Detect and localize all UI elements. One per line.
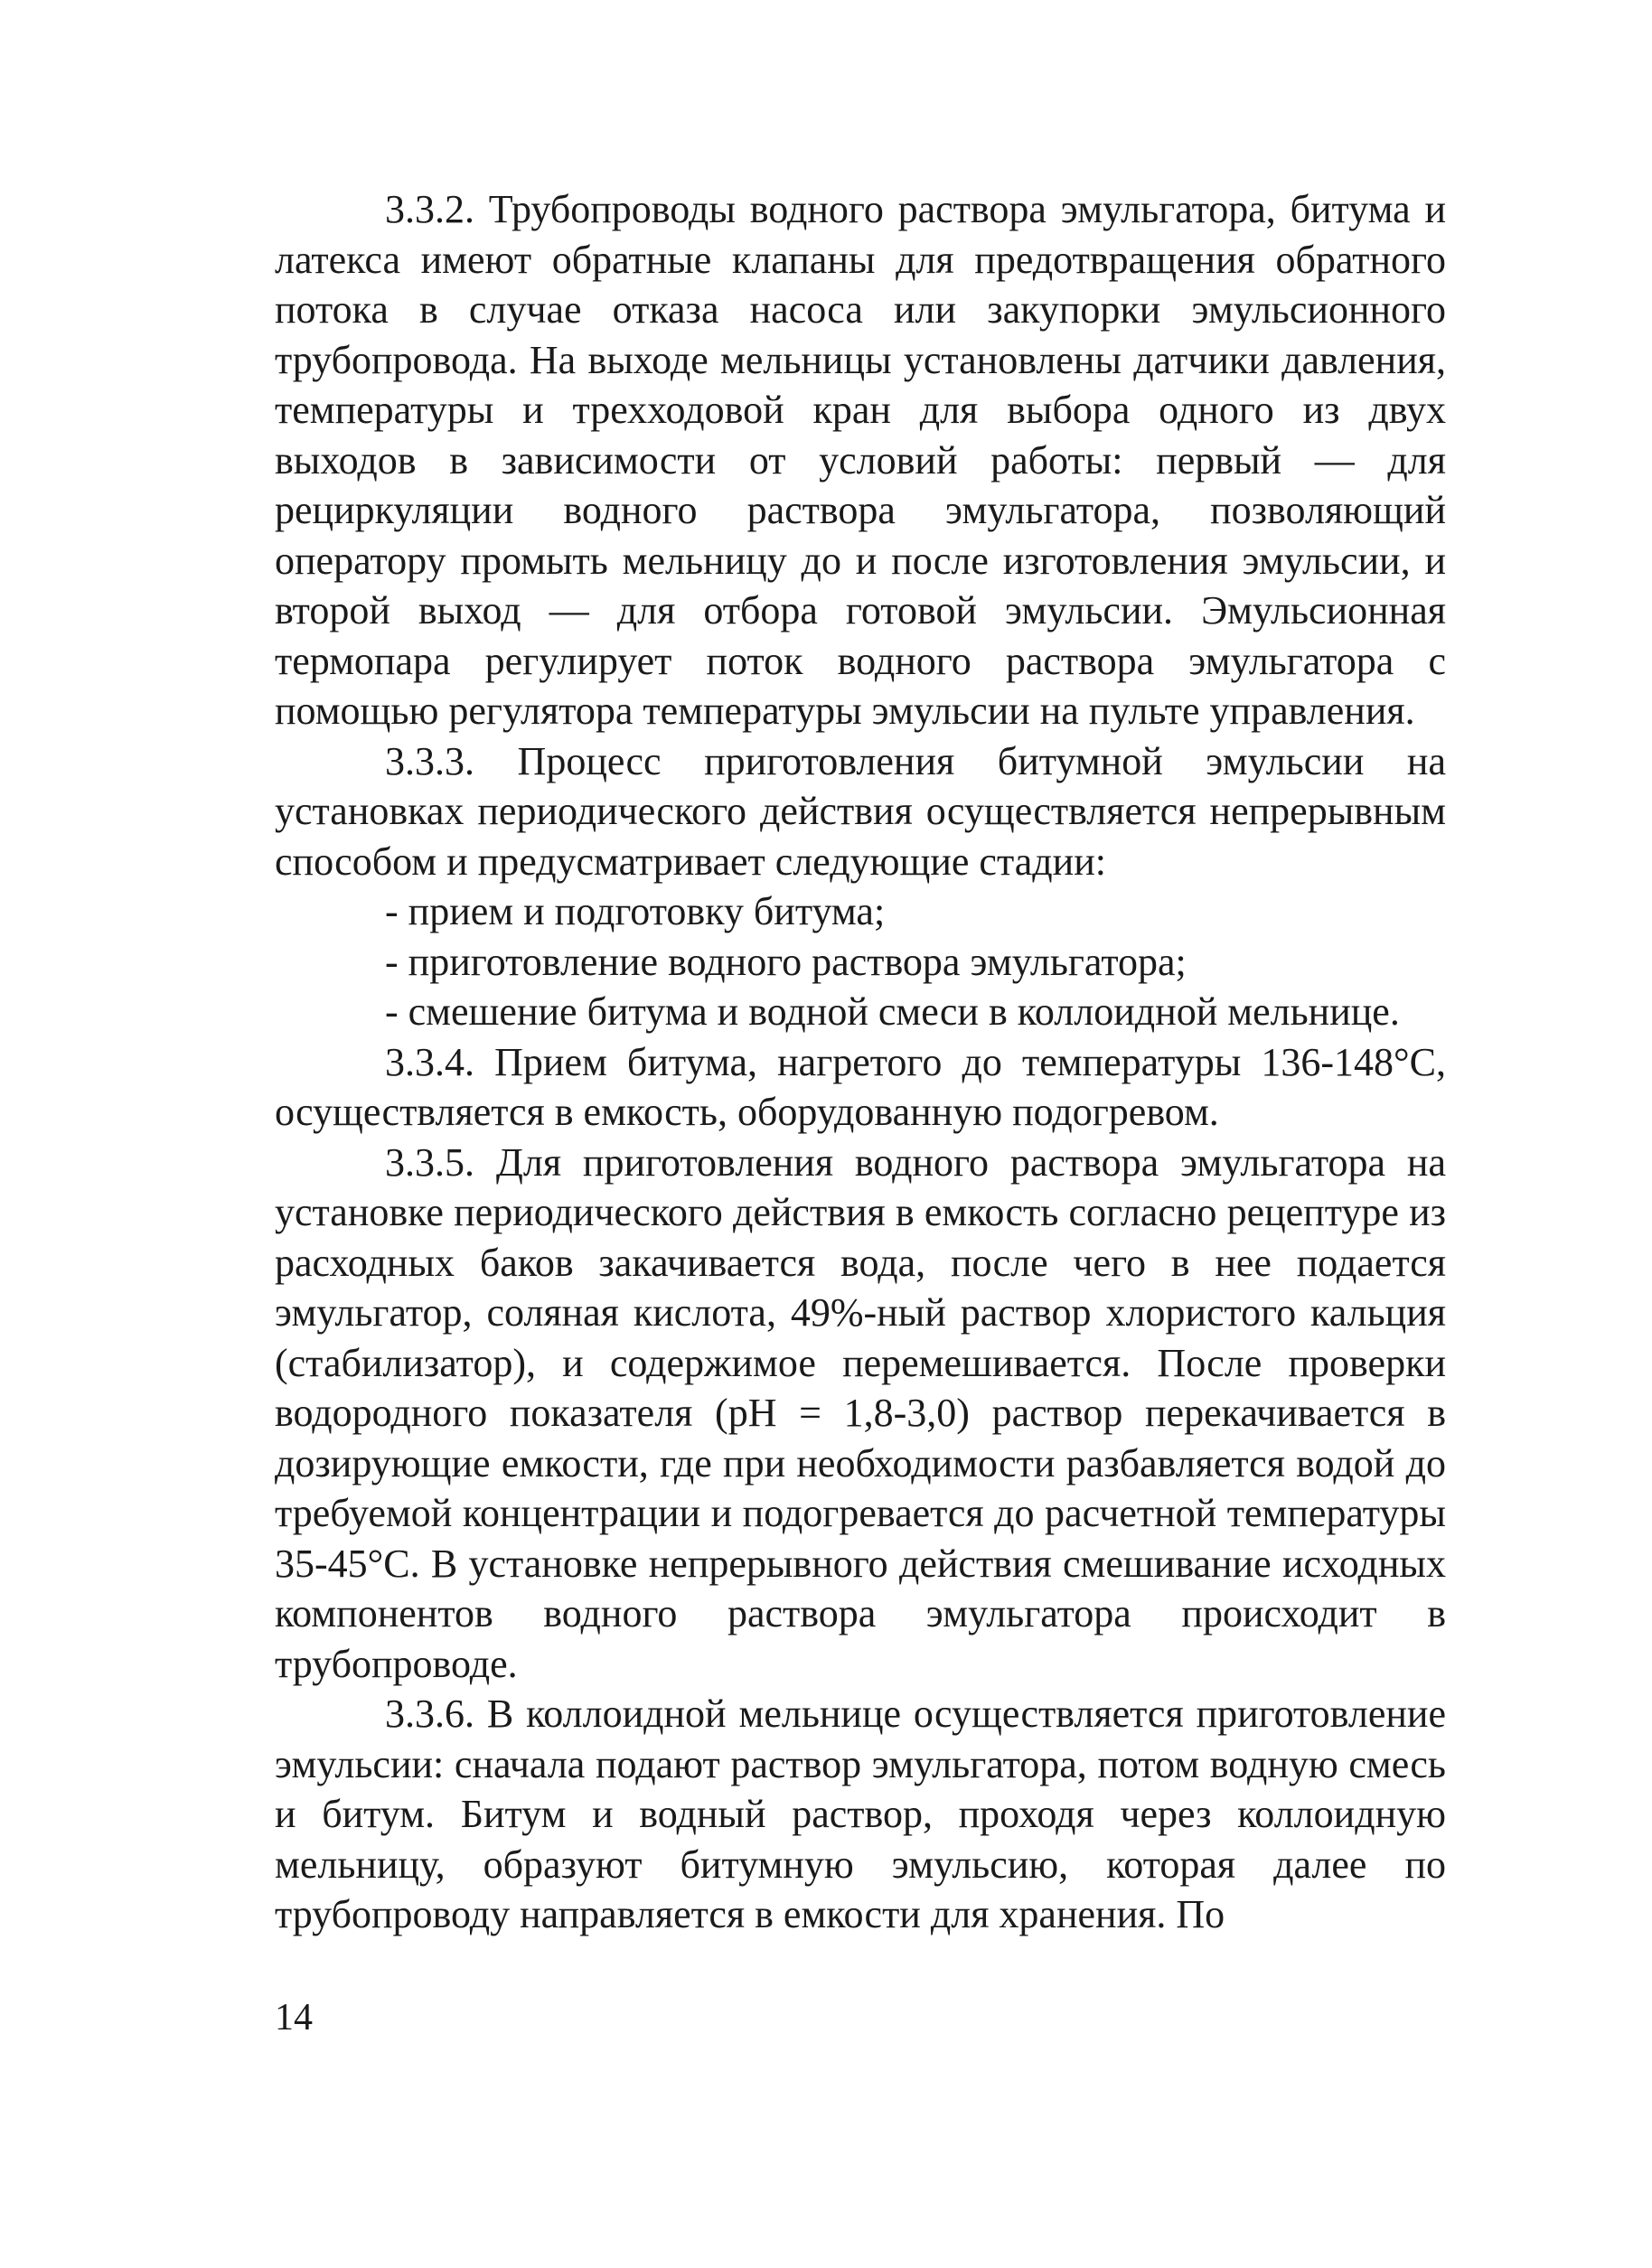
list-item: - приготовление водного раствора эмульгатора;: [385, 939, 1187, 984]
paragraph-3-3-3: 3.3.3. Процесс приготовления битумной эмульсии на установках периодического действия осуществляется непрерывным способом и предусматривает следующие стадии:: [275, 738, 1446, 884]
stages-list: [275, 886, 1446, 1037]
page-number: 14: [275, 1997, 313, 2038]
paragraph-3-3-6: 3.3.6. В коллоидной мельнице осуществляется приготовление эмульсии: сначала подают раствор эмульгатора, потом водную смесь и битум. Битум и водный раствор, проходя через коллоидную мельницу, образуют битумную эмульсию, которая далее по трубопроводу направляется в емкости для хранения. По: [275, 1692, 1446, 1936]
list-item: - смешение битума и водной смеси в коллоидной мельнице.: [385, 989, 1400, 1034]
paragraph-3-3-5: 3.3.5. Для приготовления водного раствора эмульгатора на установке периодического действия в емкость согласно рецептуре из расходных баков закачивается вода, после чего в нее подается эмульгатор, соляная кислота, 49%-ный раствор хлористого кальция (стабилизатор), и содержимое перемешивается. После проверки водородного показателя (рН = 1,8-3,0) раствор перекачивается в дозирующие емкости, где при необходимости разбавляется водой до требуемой концентрации и подогревается до расчетной температуры 35-45°С. В установке непрерывного действия смешивание исходных компонентов водного раствора эмульгатора происходит в трубопроводе.: [275, 1139, 1446, 1686]
paragraph-3-3-2: 3.3.2. Трубопроводы водного раствора эмульгатора, битума и латекса имеют обратные клапаны для предотвращения обратного потока в случае отказа насоса или закупорки эмульсионного трубопровода. На выходе мельницы установлены датчики давления, температуры и трехходовой кран для выбора одного из двух выходов в зависимости от условий работы: первый — для рециркуляции водного раствора эмульгатора, позволяющий оператору промыть мельницу до и после изготовления эмульсии, и второй выход — для отбора готовой эмульсии. Эмульсионная термопара регулирует поток водного раствора эмульгатора с помощью регулятора температуры эмульсии на пульте управления.: [275, 187, 1446, 733]
list-item: - прием и подготовку битума;: [385, 889, 886, 933]
text-column: [275, 184, 1446, 1940]
paragraph-3-3-4: 3.3.4. Прием битума, нагретого до температуры 136-148°С, осуществляется в емкость, оборудованную подогревом.: [275, 1039, 1446, 1134]
